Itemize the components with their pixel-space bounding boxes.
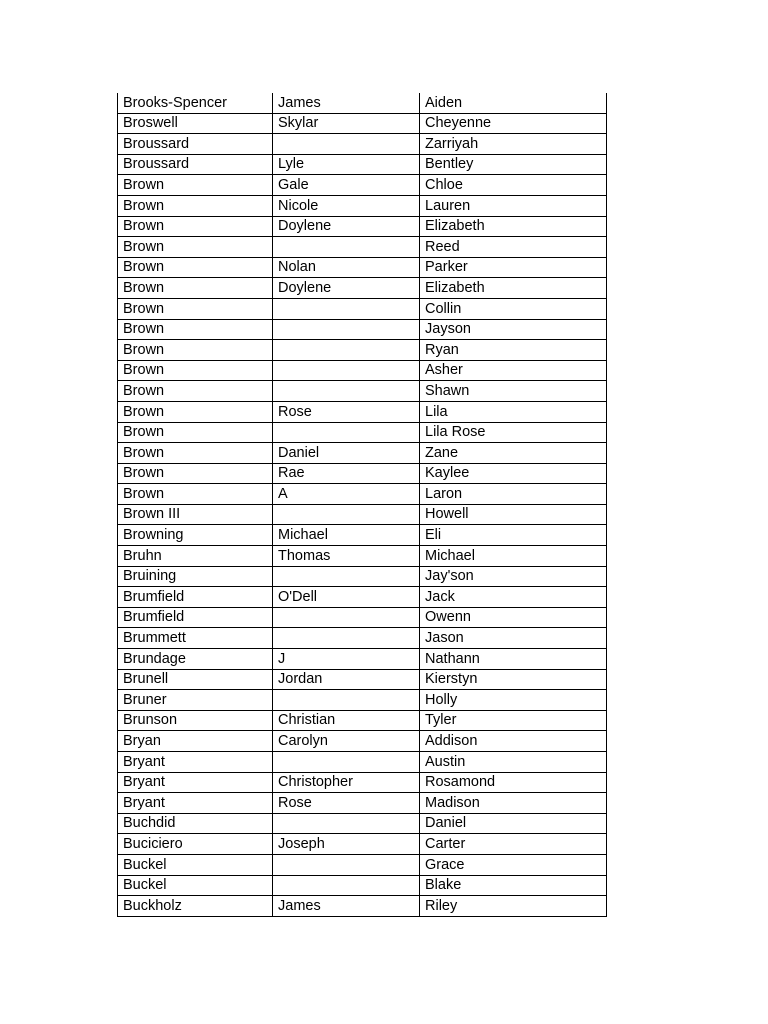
cell-first-name: Shawn: [420, 381, 607, 402]
table-row: [118, 793, 607, 814]
table-row: [118, 401, 607, 422]
cell-last-name: Brooks-Spencer: [118, 93, 273, 113]
cell-first-name: Reed: [420, 237, 607, 258]
table-row: [118, 360, 607, 381]
cell-first-name: Owenn: [420, 607, 607, 628]
cell-last-name: Brown: [118, 381, 273, 402]
cell-middle-name: Joseph: [273, 834, 420, 855]
cell-first-name: Kaylee: [420, 463, 607, 484]
cell-middle-name: Carolyn: [273, 731, 420, 752]
table-row: [118, 628, 607, 649]
table-row: [118, 731, 607, 752]
cell-middle-name: James: [273, 93, 420, 113]
cell-first-name: Elizabeth: [420, 278, 607, 299]
cell-last-name: Buckholz: [118, 896, 273, 917]
cell-first-name: Lauren: [420, 195, 607, 216]
cell-last-name: Bruhn: [118, 546, 273, 567]
cell-middle-name: Doylene: [273, 278, 420, 299]
cell-first-name: Kierstyn: [420, 669, 607, 690]
cell-last-name: Brown: [118, 319, 273, 340]
cell-last-name: Bryant: [118, 752, 273, 773]
cell-last-name: Bryant: [118, 772, 273, 793]
cell-first-name: Aiden: [420, 93, 607, 113]
cell-first-name: Collin: [420, 298, 607, 319]
cell-middle-name: [273, 854, 420, 875]
cell-first-name: Blake: [420, 875, 607, 896]
cell-first-name: Asher: [420, 360, 607, 381]
table-row: [118, 710, 607, 731]
cell-middle-name: [273, 381, 420, 402]
table-row: [118, 566, 607, 587]
cell-last-name: Brown: [118, 463, 273, 484]
cell-last-name: Broswell: [118, 113, 273, 134]
cell-first-name: Zarriyah: [420, 134, 607, 155]
cell-middle-name: Gale: [273, 175, 420, 196]
table-row: [118, 319, 607, 340]
cell-middle-name: [273, 752, 420, 773]
cell-middle-name: J: [273, 649, 420, 670]
table-row: [118, 443, 607, 464]
cell-last-name: Broussard: [118, 154, 273, 175]
cell-first-name: Daniel: [420, 813, 607, 834]
cell-middle-name: Daniel: [273, 443, 420, 464]
cell-middle-name: [273, 566, 420, 587]
name-table: [117, 93, 607, 917]
cell-last-name: Brown: [118, 278, 273, 299]
cell-last-name: Buckel: [118, 875, 273, 896]
cell-middle-name: Nicole: [273, 195, 420, 216]
cell-first-name: Tyler: [420, 710, 607, 731]
cell-middle-name: A: [273, 484, 420, 505]
cell-middle-name: [273, 690, 420, 711]
table-row: [118, 113, 607, 134]
table-row: [118, 484, 607, 505]
cell-middle-name: Skylar: [273, 113, 420, 134]
table-row: [118, 875, 607, 896]
cell-last-name: Brumfield: [118, 607, 273, 628]
cell-middle-name: Christian: [273, 710, 420, 731]
cell-last-name: Brumfield: [118, 587, 273, 608]
cell-first-name: Holly: [420, 690, 607, 711]
cell-middle-name: [273, 422, 420, 443]
table-row: [118, 834, 607, 855]
table-row: [118, 546, 607, 567]
table-row: [118, 278, 607, 299]
cell-last-name: Buckel: [118, 854, 273, 875]
cell-middle-name: Rose: [273, 401, 420, 422]
cell-first-name: Elizabeth: [420, 216, 607, 237]
table-row: [118, 340, 607, 361]
cell-last-name: Brown: [118, 175, 273, 196]
table-row: [118, 257, 607, 278]
cell-middle-name: [273, 360, 420, 381]
table-row: [118, 463, 607, 484]
cell-first-name: Parker: [420, 257, 607, 278]
table-row: [118, 607, 607, 628]
cell-first-name: Ryan: [420, 340, 607, 361]
table-row: [118, 154, 607, 175]
cell-last-name: Broussard: [118, 134, 273, 155]
cell-middle-name: [273, 319, 420, 340]
cell-middle-name: O'Dell: [273, 587, 420, 608]
cell-last-name: Brummett: [118, 628, 273, 649]
cell-first-name: Jayson: [420, 319, 607, 340]
cell-first-name: Laron: [420, 484, 607, 505]
cell-last-name: Brown: [118, 216, 273, 237]
cell-middle-name: James: [273, 896, 420, 917]
table-row: [118, 525, 607, 546]
cell-middle-name: Michael: [273, 525, 420, 546]
cell-last-name: Buciciero: [118, 834, 273, 855]
cell-last-name: Brown: [118, 237, 273, 258]
cell-last-name: Brown: [118, 298, 273, 319]
cell-middle-name: [273, 298, 420, 319]
cell-last-name: Brown: [118, 401, 273, 422]
cell-first-name: Lila: [420, 401, 607, 422]
cell-middle-name: [273, 813, 420, 834]
table-row: [118, 298, 607, 319]
cell-middle-name: [273, 607, 420, 628]
table-row: [118, 649, 607, 670]
cell-first-name: Eli: [420, 525, 607, 546]
table-row: [118, 896, 607, 917]
cell-middle-name: Thomas: [273, 546, 420, 567]
cell-middle-name: Lyle: [273, 154, 420, 175]
cell-first-name: Madison: [420, 793, 607, 814]
cell-first-name: Nathann: [420, 649, 607, 670]
cell-last-name: Brown: [118, 340, 273, 361]
cell-middle-name: Christopher: [273, 772, 420, 793]
cell-first-name: Michael: [420, 546, 607, 567]
cell-last-name: Bryant: [118, 793, 273, 814]
cell-last-name: Brown: [118, 484, 273, 505]
cell-first-name: Jack: [420, 587, 607, 608]
cell-last-name: Buchdid: [118, 813, 273, 834]
table-row: [118, 752, 607, 773]
cell-first-name: Riley: [420, 896, 607, 917]
cell-last-name: Brown: [118, 360, 273, 381]
cell-last-name: Brown: [118, 195, 273, 216]
cell-last-name: Brown: [118, 257, 273, 278]
cell-first-name: Rosamond: [420, 772, 607, 793]
table-row: [118, 216, 607, 237]
cell-last-name: Bruining: [118, 566, 273, 587]
cell-first-name: Chloe: [420, 175, 607, 196]
cell-middle-name: Jordan: [273, 669, 420, 690]
cell-first-name: Lila Rose: [420, 422, 607, 443]
cell-first-name: Jay'son: [420, 566, 607, 587]
cell-middle-name: Nolan: [273, 257, 420, 278]
cell-last-name: Bruner: [118, 690, 273, 711]
cell-last-name: Brunson: [118, 710, 273, 731]
cell-middle-name: [273, 504, 420, 525]
cell-last-name: Bryan: [118, 731, 273, 752]
cell-middle-name: Doylene: [273, 216, 420, 237]
cell-last-name: Brown: [118, 443, 273, 464]
cell-last-name: Brown: [118, 422, 273, 443]
table-row: [118, 93, 607, 113]
table-row: [118, 237, 607, 258]
table-row: [118, 195, 607, 216]
table-row: [118, 772, 607, 793]
cell-middle-name: Rae: [273, 463, 420, 484]
cell-middle-name: [273, 134, 420, 155]
table-row: [118, 854, 607, 875]
cell-middle-name: [273, 237, 420, 258]
table-row: [118, 813, 607, 834]
cell-first-name: Bentley: [420, 154, 607, 175]
cell-middle-name: [273, 875, 420, 896]
cell-middle-name: [273, 340, 420, 361]
cell-last-name: Brundage: [118, 649, 273, 670]
cell-last-name: Browning: [118, 525, 273, 546]
table-row: [118, 587, 607, 608]
cell-first-name: Addison: [420, 731, 607, 752]
table-row: [118, 422, 607, 443]
cell-first-name: Grace: [420, 854, 607, 875]
cell-first-name: Zane: [420, 443, 607, 464]
cell-last-name: Brown III: [118, 504, 273, 525]
table-row: [118, 175, 607, 196]
table-row: [118, 381, 607, 402]
cell-middle-name: [273, 628, 420, 649]
name-table-body: [118, 93, 607, 916]
cell-first-name: Jason: [420, 628, 607, 649]
table-row: [118, 134, 607, 155]
cell-first-name: Cheyenne: [420, 113, 607, 134]
cell-middle-name: Rose: [273, 793, 420, 814]
table-row: [118, 690, 607, 711]
cell-last-name: Brunell: [118, 669, 273, 690]
cell-first-name: Austin: [420, 752, 607, 773]
table-row: [118, 669, 607, 690]
cell-first-name: Howell: [420, 504, 607, 525]
table-row: [118, 504, 607, 525]
cell-first-name: Carter: [420, 834, 607, 855]
